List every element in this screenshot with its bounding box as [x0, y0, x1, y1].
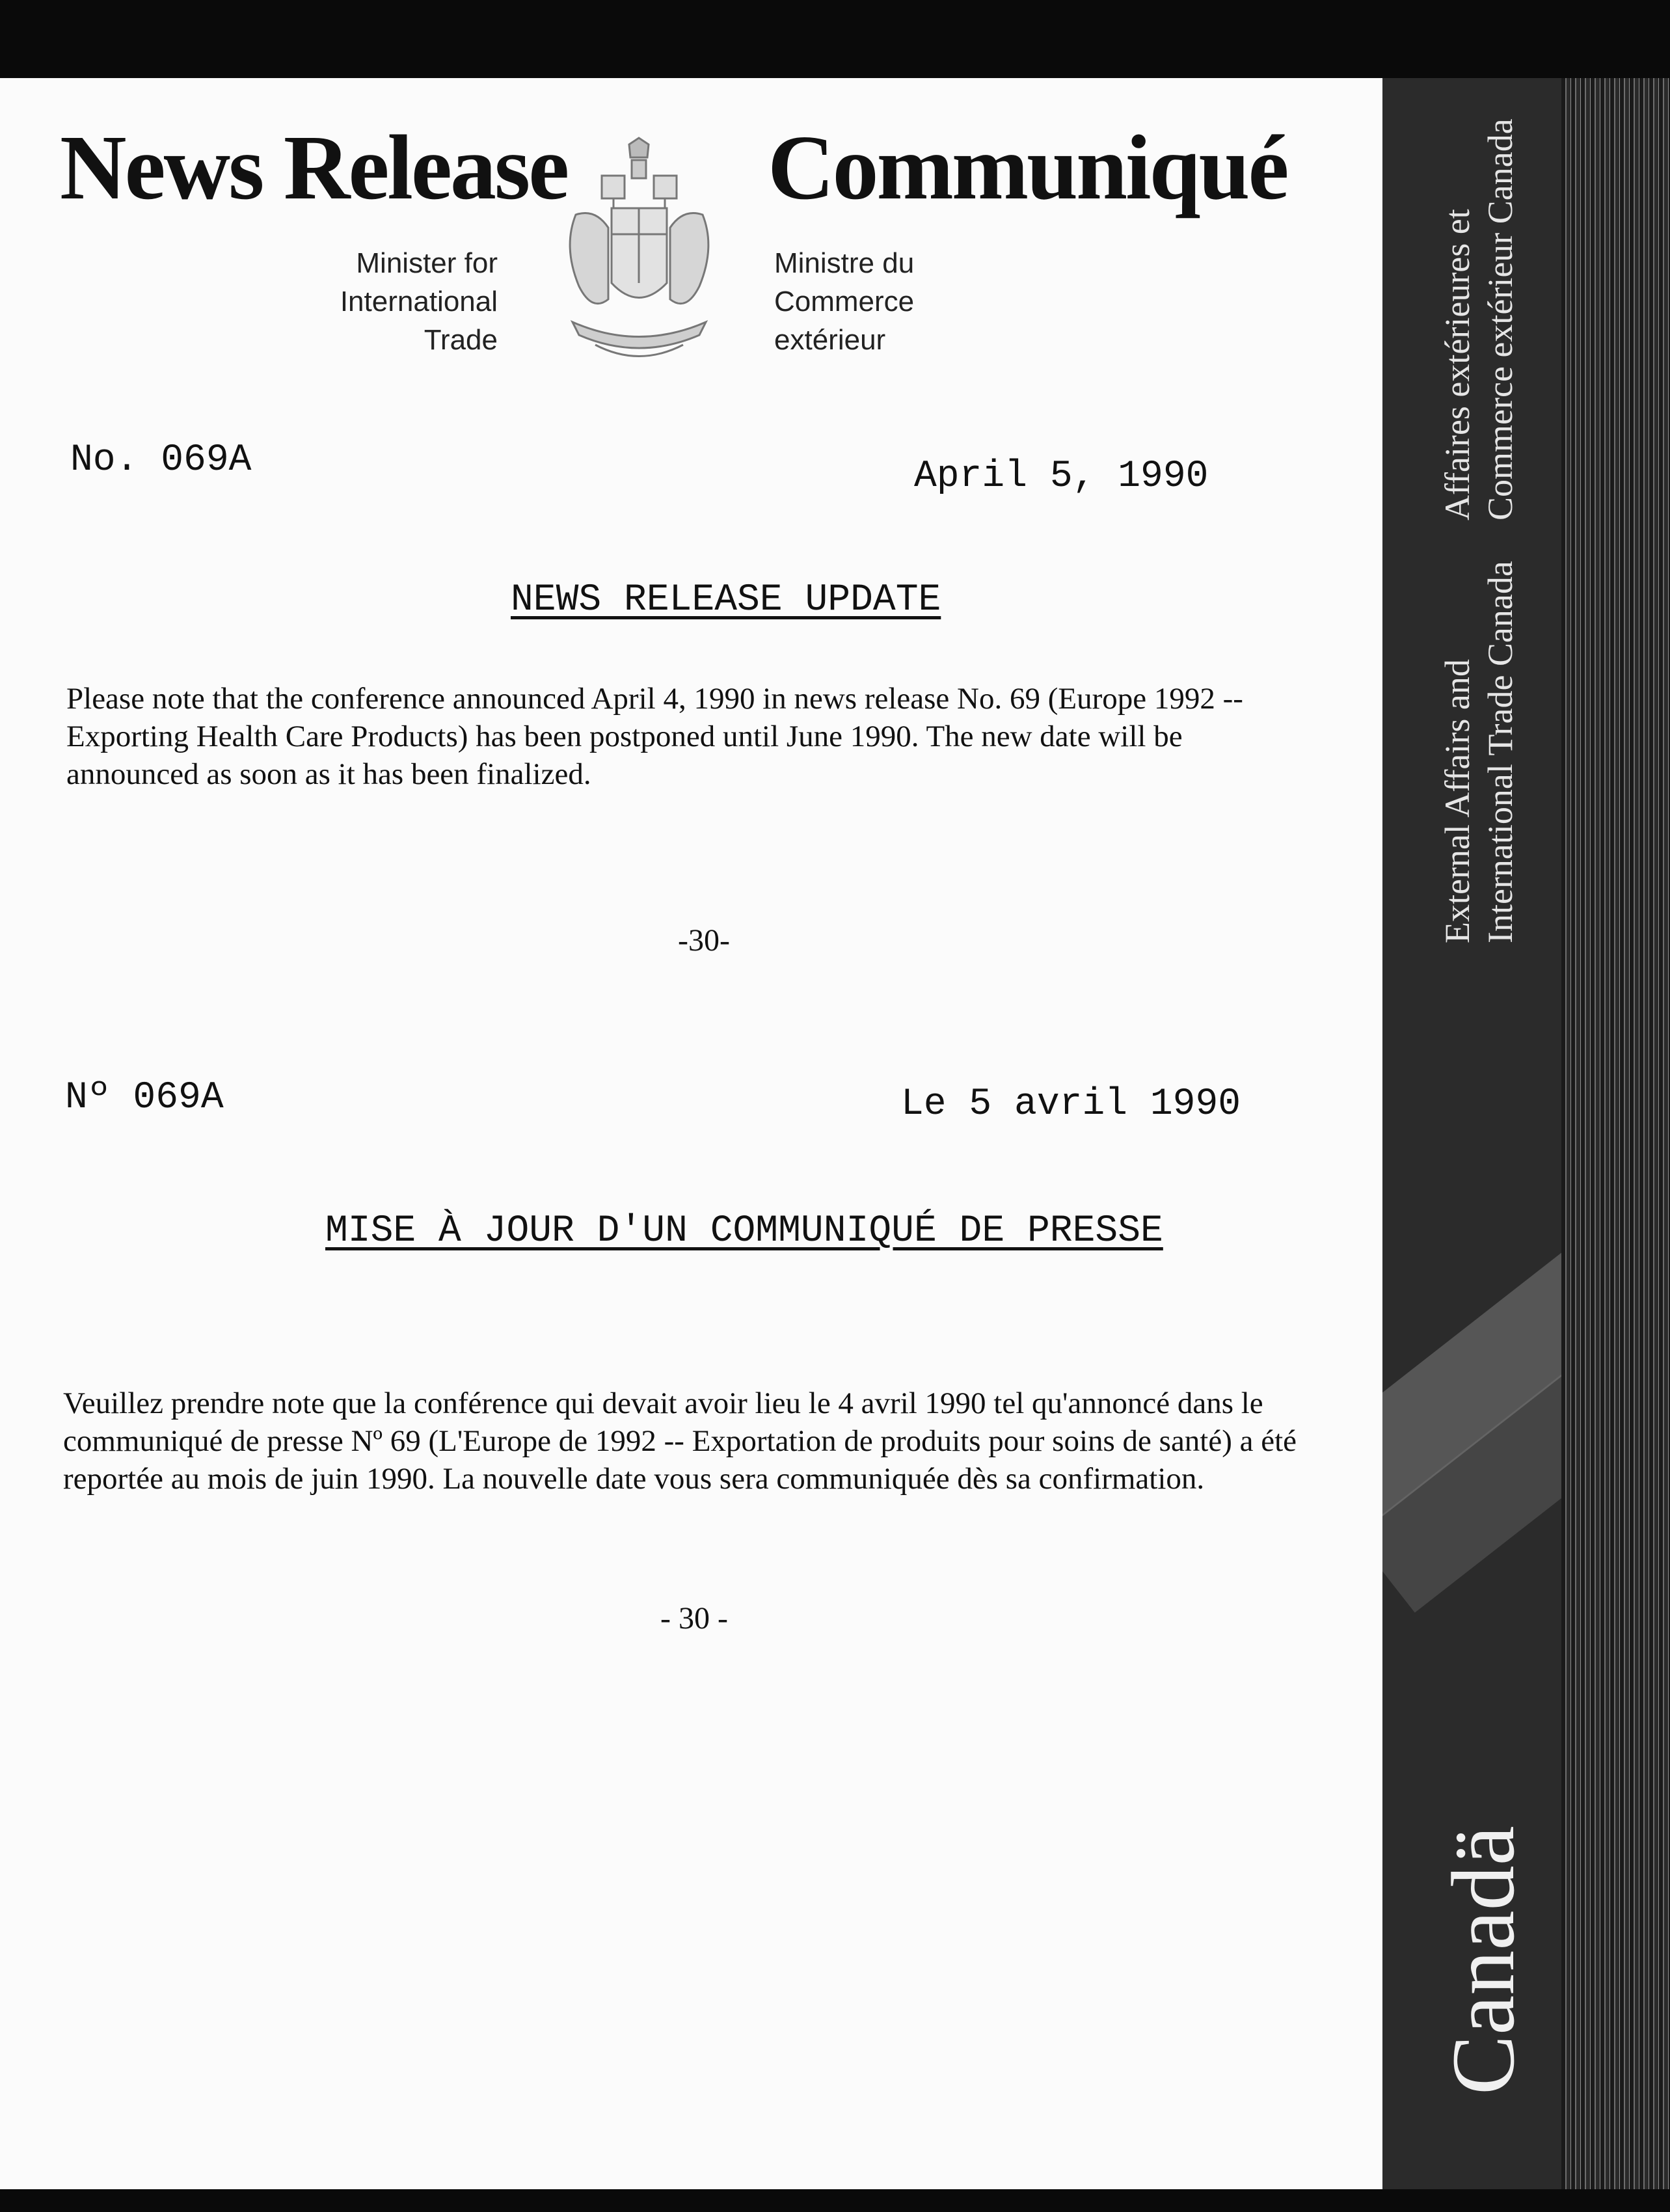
sidebar-en-line-1: External Affairs and — [1438, 659, 1477, 943]
sidebar-en-line-2: International Trade Canada — [1481, 561, 1520, 943]
sidebar-text-fr — [1436, 118, 1522, 520]
release-number-en: No. 069A — [70, 439, 252, 481]
minister-en-line-2: International — [340, 286, 498, 317]
end-mark-en: -30- — [678, 923, 730, 958]
communique-title: Communiqué — [768, 116, 1287, 219]
canada-wordmark: Canadä — [1433, 1826, 1533, 2095]
body-paragraph-en: Please note that the conference announced April 4, 1990 in news release No. 69 (Europe 1992 -- Exporting Health Care Products) has been postponed until June 1990. The new date will be announced as soon as it has been finalized. — [66, 682, 1243, 791]
release-date-en: April 5, 1990 — [914, 455, 1209, 498]
sidebar-text-en — [1436, 561, 1522, 943]
body-paragraph-fr: Veuillez prendre note que la conférence qui devait avoir lieu le 4 avril 1990 tel qu'annoncé dans le communiqué de presse Nº 69 (L'Europe de 1992 -- Exportation de produits pour soins de santé) a été reportée au mois de juin 1990. La nouvelle date vous sera communiquée dès sa confirmation. — [63, 1386, 1297, 1496]
document-page — [0, 78, 1382, 2189]
sidebar-fr-line-1: Affaires extérieures et — [1438, 209, 1477, 520]
minister-fr-line-3: extérieur — [774, 324, 886, 356]
minister-fr-line-2: Commerce — [774, 286, 915, 317]
minister-fr-line-1: Ministre du — [774, 247, 915, 279]
department-sidebar — [1382, 78, 1561, 2189]
book-page-edges — [1561, 78, 1670, 2189]
bottom-scan-edge — [0, 2189, 1670, 2212]
heading-fr: MISE À JOUR D'UN COMMUNIQUÉ DE PRESSE — [325, 1210, 1163, 1252]
sidebar-fr-line-2: Commerce extérieur Canada — [1481, 118, 1520, 520]
top-scan-edge — [0, 0, 1670, 78]
minister-title-en — [299, 244, 498, 359]
release-date-fr: Le 5 avril 1990 — [901, 1083, 1241, 1126]
end-mark-fr: - 30 - — [660, 1601, 728, 1636]
coat-of-arms-icon — [556, 137, 722, 371]
release-number-fr: Nº 069A — [65, 1077, 224, 1119]
minister-en-line-3: Trade — [424, 324, 498, 356]
news-release-title: News Release — [60, 116, 568, 219]
heading-en: NEWS RELEASE UPDATE — [511, 579, 941, 621]
minister-title-fr — [774, 244, 1034, 359]
minister-en-line-1: Minister for — [356, 247, 498, 279]
